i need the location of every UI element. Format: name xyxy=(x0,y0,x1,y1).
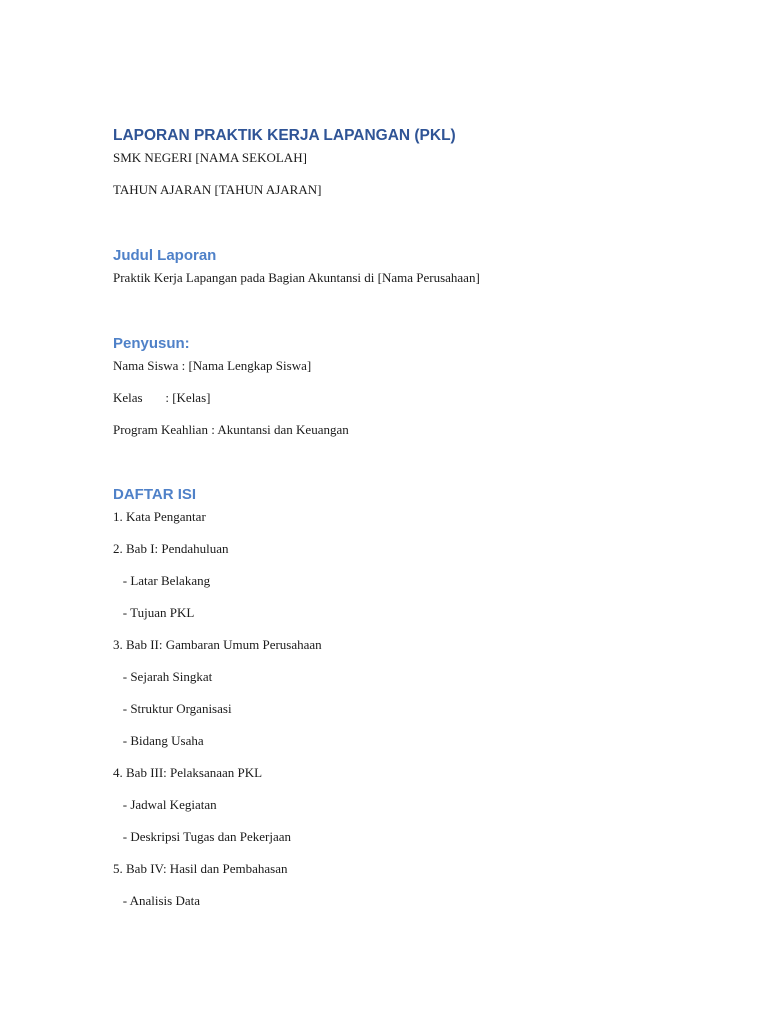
toc-item: 4. Bab III: Pelaksanaan PKL xyxy=(113,765,263,780)
toc-item: 3. Bab II: Gambaran Umum Perusahaan xyxy=(113,637,322,652)
school-line: SMK NEGERI [NAMA SEKOLAH] xyxy=(113,150,307,165)
toc-subitem: - Analisis Data xyxy=(113,893,201,908)
toc-subitem: - Sejarah Singkat xyxy=(113,669,213,684)
academic-year-line: TAHUN AJARAN [TAHUN AJARAN] xyxy=(113,182,322,197)
penyusun-heading: Penyusun: xyxy=(113,335,190,352)
toc-subitem: - Deskripsi Tugas dan Pekerjaan xyxy=(113,829,292,844)
toc-item: 1. Kata Pengantar xyxy=(113,509,206,524)
toc-subitem: - Jadwal Kegiatan xyxy=(113,797,217,812)
toc-subitem: - Latar Belakang xyxy=(113,573,211,588)
kelas-line: Kelas : [Kelas] xyxy=(113,390,211,405)
judul-laporan-text: Praktik Kerja Lapangan pada Bagian Akuntansi di [Nama Perusahaan] xyxy=(113,270,480,285)
nama-siswa-line: Nama Siswa : [Nama Lengkap Siswa] xyxy=(113,358,312,373)
toc-subitem: - Struktur Organisasi xyxy=(113,701,232,716)
document-title: LAPORAN PRAKTIK KERJA LAPANGAN (PKL) xyxy=(113,127,456,144)
program-keahlian-line: Program Keahlian : Akuntansi dan Keuangan xyxy=(113,422,349,437)
toc-subitem: - Tujuan PKL xyxy=(113,605,195,620)
daftar-isi-heading: DAFTAR ISI xyxy=(113,486,197,503)
toc-item: 5. Bab IV: Hasil dan Pembahasan xyxy=(113,861,288,876)
toc-item: 2. Bab I: Pendahuluan xyxy=(113,541,229,556)
judul-laporan-heading: Judul Laporan xyxy=(113,247,217,264)
toc-subitem: - Bidang Usaha xyxy=(113,733,204,748)
